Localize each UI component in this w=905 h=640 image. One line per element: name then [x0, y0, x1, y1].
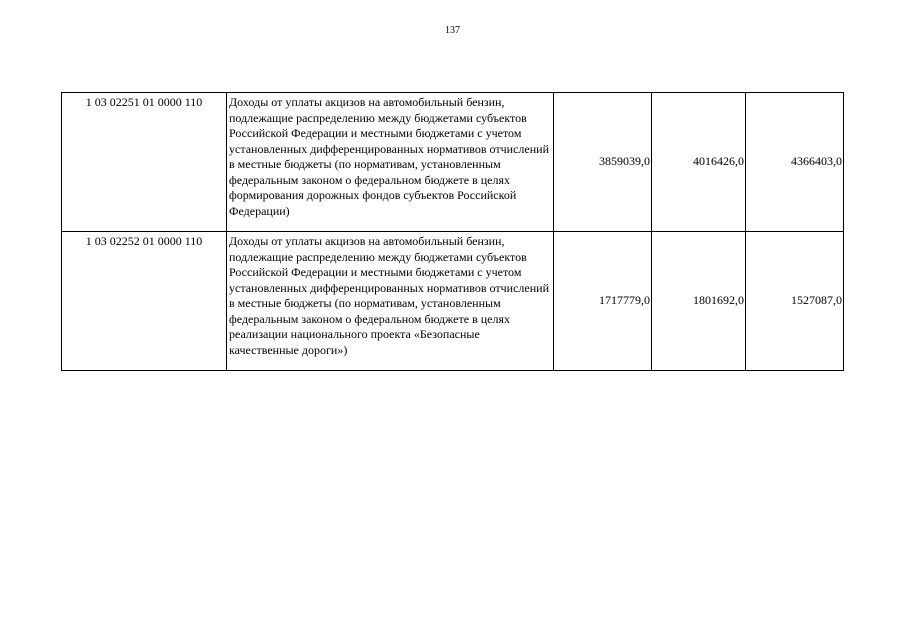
amount-cell-2: 1801692,0: [652, 232, 746, 371]
revenue-description-cell: Доходы от уплаты акцизов на автомобильный бензин, подлежащие распределению между бюджетами субъектов Российской Федерации и местными бюджетами с учетом установленных дифференцированных нормативов отчислений в местные бюджеты (по нормативам, установленным федеральным законом о федеральном бюджете в целях реализации национального проекта «Безопасные качественные дороги»): [227, 232, 554, 371]
amount-cell-1: 3859039,0: [554, 93, 652, 232]
amount-cell-3: 1527087,0: [746, 232, 844, 371]
table-row: [62, 232, 844, 371]
amount-cell-1: 1717779,0: [554, 232, 652, 371]
revenue-description-cell: Доходы от уплаты акцизов на автомобильный бензин, подлежащие распределению между бюджетами субъектов Российской Федерации и местными бюджетами с учетом установленных дифференцированных нормативов отчислений в местные бюджеты (по нормативам, установленным федеральным законом о федеральном бюджете в целях формирования дорожных фондов субъектов Российской Федерации): [227, 93, 554, 232]
amount-cell-2: 4016426,0: [652, 93, 746, 232]
page-number: 137: [445, 25, 460, 36]
amount-cell-3: 4366403,0: [746, 93, 844, 232]
revenue-code-cell: 1 03 02251 01 0000 110: [62, 93, 227, 232]
budget-revenue-table: [61, 92, 844, 371]
revenue-code-cell: 1 03 02252 01 0000 110: [62, 232, 227, 371]
table-row: [62, 93, 844, 232]
